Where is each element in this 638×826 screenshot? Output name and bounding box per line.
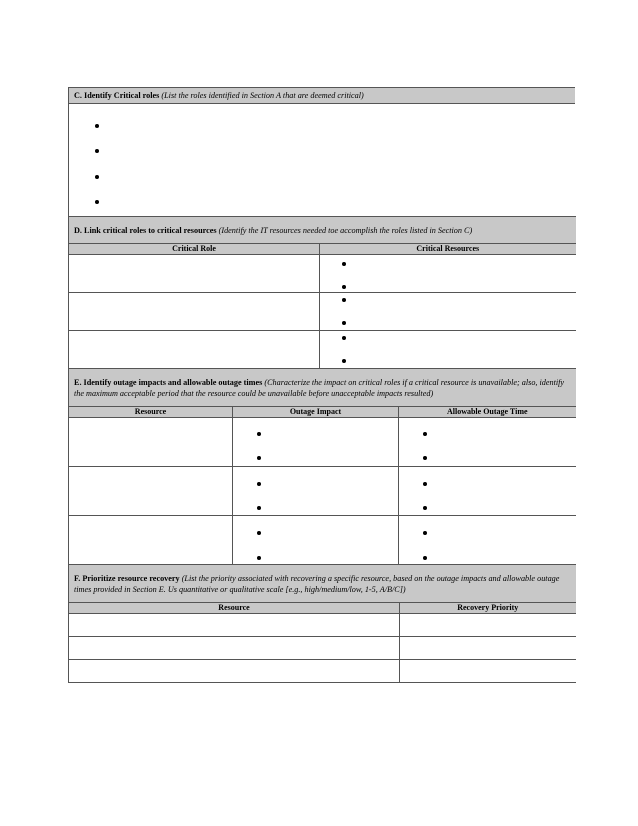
allowable-outage-time-cell[interactable] bbox=[399, 516, 576, 565]
bullet-icon bbox=[342, 321, 346, 325]
critical-resources-cell[interactable] bbox=[320, 255, 576, 293]
bullet-icon bbox=[423, 482, 427, 486]
bia-form bbox=[68, 87, 575, 683]
section-f-title: F. Prioritize resource recovery bbox=[74, 573, 180, 583]
section-e-title: E. Identify outage impacts and allowable outage times bbox=[74, 377, 263, 387]
bullet-icon bbox=[257, 506, 261, 510]
resource-cell[interactable] bbox=[69, 637, 400, 660]
section-c-title: C. Identify Critical roles bbox=[74, 91, 160, 100]
bullet-icon bbox=[342, 298, 346, 302]
section-c-note: (List the roles identified in Section A that are deemed critical) bbox=[161, 91, 364, 100]
resource-cell[interactable] bbox=[69, 418, 233, 467]
bullet-icon bbox=[423, 531, 427, 535]
resource-cell[interactable] bbox=[69, 614, 400, 637]
section-e-header bbox=[69, 369, 576, 407]
bullet-icon bbox=[95, 124, 99, 128]
bullet-icon bbox=[423, 432, 427, 436]
bullet-icon bbox=[257, 482, 261, 486]
bullet-icon bbox=[257, 432, 261, 436]
table-row bbox=[69, 293, 576, 331]
column-header-outage-impact: Outage Impact bbox=[233, 407, 399, 418]
section-d-note: (Identify the IT resources needed toe accomplish the roles listed in Section C) bbox=[218, 225, 473, 235]
bullet-icon bbox=[423, 506, 427, 510]
bullet-icon bbox=[342, 336, 346, 340]
bullet-icon bbox=[95, 200, 99, 204]
column-header-allowable-outage-time: Allowable Outage Time bbox=[399, 407, 576, 418]
column-header-critical-role: Critical Role bbox=[69, 244, 320, 255]
bullet-icon bbox=[342, 359, 346, 363]
table-row bbox=[69, 255, 576, 293]
section-d-table bbox=[68, 216, 576, 369]
allowable-outage-time-cell[interactable] bbox=[399, 467, 576, 516]
critical-role-cell[interactable] bbox=[69, 293, 320, 331]
recovery-priority-cell[interactable] bbox=[400, 660, 576, 683]
section-d-title: D. Link critical roles to critical resources bbox=[74, 225, 217, 235]
resource-cell[interactable] bbox=[69, 516, 233, 565]
critical-role-cell[interactable] bbox=[69, 255, 320, 293]
section-f-note: (List the priority associated with recovering a specific resource, based on the outage impacts and allowable outage times provided in Section E. Us quantitative or qualitative scale [e.g., high/medium/low, 1-5, A/B/C]) bbox=[74, 573, 560, 594]
bullet-icon bbox=[257, 556, 261, 560]
recovery-priority-cell[interactable] bbox=[400, 614, 576, 637]
critical-role-cell[interactable] bbox=[69, 331, 320, 369]
allowable-outage-time-cell[interactable] bbox=[399, 418, 576, 467]
resource-cell[interactable] bbox=[69, 467, 233, 516]
column-header-critical-resources: Critical Resources bbox=[320, 244, 576, 255]
bullet-icon bbox=[95, 149, 99, 153]
bullet-icon bbox=[423, 556, 427, 560]
table-row bbox=[69, 614, 576, 637]
bullet-icon bbox=[342, 285, 346, 289]
table-row bbox=[69, 418, 576, 467]
table-row bbox=[69, 660, 576, 683]
bullet-icon bbox=[257, 456, 261, 460]
outage-impact-cell[interactable] bbox=[233, 467, 399, 516]
section-f-table bbox=[68, 564, 576, 683]
critical-resources-cell[interactable] bbox=[320, 293, 576, 331]
table-row bbox=[69, 467, 576, 516]
table-row bbox=[69, 516, 576, 565]
outage-impact-cell[interactable] bbox=[233, 418, 399, 467]
table-row bbox=[69, 331, 576, 369]
bullet-icon bbox=[95, 175, 99, 179]
section-c-table bbox=[68, 87, 575, 217]
recovery-priority-cell[interactable] bbox=[400, 637, 576, 660]
critical-roles-list[interactable] bbox=[69, 104, 576, 217]
section-e-note: (Characterize the impact on critical roles if a critical resource is unavailable; also, identify the maximum acceptable period that the resource could be unavailable before unacceptable impacts resulted) bbox=[74, 377, 565, 398]
table-row bbox=[69, 637, 576, 660]
bullet-icon bbox=[423, 456, 427, 460]
column-header-recovery-priority: Recovery Priority bbox=[400, 603, 576, 614]
bullet-icon bbox=[342, 262, 346, 266]
critical-resources-cell[interactable] bbox=[320, 331, 576, 369]
section-d-header bbox=[69, 217, 576, 244]
section-f-header bbox=[69, 565, 576, 603]
resource-cell[interactable] bbox=[69, 660, 400, 683]
column-header-resource: Resource bbox=[69, 603, 400, 614]
column-header-resource: Resource bbox=[69, 407, 233, 418]
outage-impact-cell[interactable] bbox=[233, 516, 399, 565]
section-e-table bbox=[68, 368, 576, 565]
section-c-header bbox=[69, 88, 576, 104]
bullet-icon bbox=[257, 531, 261, 535]
